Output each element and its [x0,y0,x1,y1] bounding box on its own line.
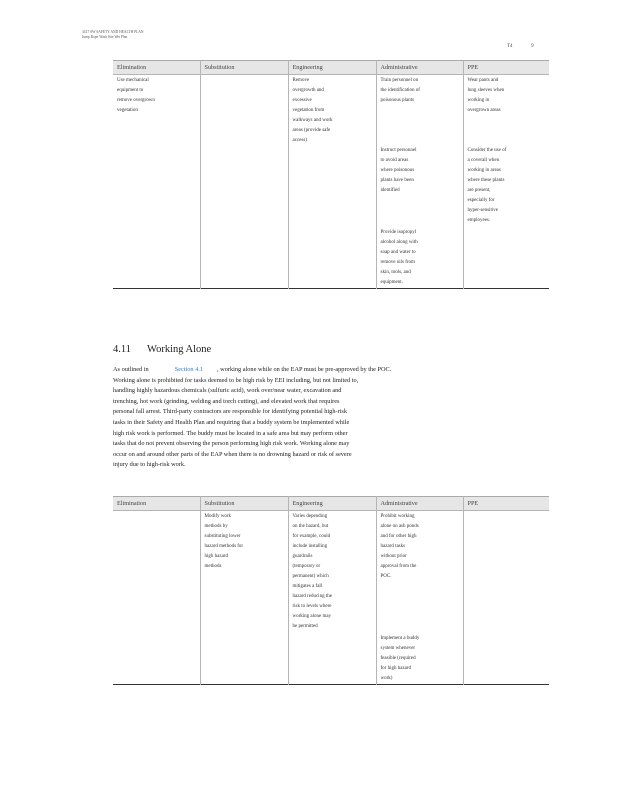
cell-engineering [288,75,376,289]
cell-line: include installing [292,544,328,549]
cell-line: approval from the [380,564,417,569]
cell-line: alcohol along with [380,240,418,245]
section-paragraph [113,365,392,471]
cell-administrative [376,75,463,289]
cell-line: remove overgrown [117,98,155,103]
table-row [113,511,549,685]
cell-administrative [376,511,463,685]
cell-line: Train personnel on [380,78,419,83]
page-num: 9 [531,44,534,49]
hazard-controls-table-2 [113,496,549,685]
cell-line: methods by [204,524,228,529]
table-header-row [113,61,549,75]
cell-line: Modify work [204,514,232,519]
cell-line: POC. [380,574,392,579]
cell-line: a coverall when [467,158,500,163]
cell-line: employees. [467,218,491,223]
cell-ppe [463,75,549,289]
cell-line: working in areas [467,168,501,173]
cell-line: where poisonous [380,168,415,173]
cell-line: Remove [292,78,310,83]
col-administrative: Administrative [376,497,463,511]
col-elimination: Elimination [113,497,200,511]
cell-line: Instruct personnel [380,148,417,153]
page-ref: T4 [507,44,513,49]
paragraph-line: trenching, hot work (grinding, welding and torch cutting), and elevated work that requires [113,397,340,405]
cell-line: Provide isopropyl [380,230,417,235]
paragraph-line: handling highly hazardous chemicals (sulfuric acid), work over/near water, excavation and [113,387,342,395]
cell-line: skin, tools, and [380,270,411,275]
paragraph-line: tasks in their Safety and Health Plan and requiring that a buddy system be implemented while [113,418,350,426]
cell-line: hazard reducing the [292,594,332,599]
cell-line: feasible (required [380,656,416,661]
cell-line: Consider the use of [467,148,507,153]
cell-line: overgrown areas [467,108,501,113]
cell-line: working alone may [292,614,332,619]
cell-line: equipment. [380,280,403,285]
cell-line: (temporary or [292,564,321,569]
para-first-rest: , working alone while on the EAP must be pre-approved by the POC. [217,366,392,373]
cell-line: where these plants [467,178,505,183]
table-row [113,75,549,289]
col-engineering: Engineering [288,61,376,75]
col-ppe: PPE [463,497,549,511]
cell-line: without prior [380,554,407,559]
paragraph-line [113,365,392,376]
cell-line: plants have been [380,178,414,183]
paragraph-line: injury due to high-risk work. [113,461,186,469]
cell-line: walkways and work [292,118,333,123]
paragraph-line: high risk work is performed. The buddy must be located in a safe area but may perform other [113,429,348,437]
section-link[interactable]: Section 4.1 [174,366,204,373]
cell-line: mitigates a fall [292,584,323,589]
cell-line: high hazard [204,554,228,559]
cell-line: methods [204,564,222,569]
paragraph-line: Working alone is prohibited for tasks deemed to be high risk by EEI including, but not limited to, [113,376,359,384]
cell-line: soap and water to [380,250,416,255]
col-administrative: Administrative [376,61,463,75]
section-number: 4.11 [113,344,131,355]
para-start: As outlined in [113,366,149,373]
cell-line: work) [380,676,393,681]
cell-line: excessive [292,98,312,103]
cell-line: Wear pants and [467,78,499,83]
cell-ppe [463,511,549,685]
cell-line: for high hazard [380,666,412,671]
col-elimination: Elimination [113,61,200,75]
cell-line: Use mechanical [117,78,149,83]
col-engineering: Engineering [288,497,376,511]
col-ppe: PPE [463,61,549,75]
cell-line: overgrowth and [292,88,324,93]
cell-line: especially for [467,198,495,203]
cell-line: to avoid areas [380,158,409,163]
cell-line: hyper-sensitive [467,208,498,213]
cell-engineering [288,511,376,685]
cell-line: and for other high [380,534,417,539]
cell-line: Prohibit working [380,514,415,519]
cell-line: Implement a buddy [380,636,420,641]
running-header-line-1: 3417 SW SAFETY AND HEALTH PLAN [82,30,144,34]
cell-substitution [200,75,288,289]
running-header [82,30,143,40]
cell-line: areas (provide safe [292,128,331,133]
cell-line: the identification of [380,88,420,93]
paragraph-line: personal fall arrest. Third-party contractors are responsible for identifying potential high-risk [113,408,348,416]
cell-line: risk to levels where [292,604,332,609]
cell-line: access) [292,138,307,143]
paragraph-line: tasks that do not prevent observing the person performing high risk work. Working alone may [113,440,350,448]
cell-line: substituting lower [204,534,241,539]
col-substitution: Substitution [200,61,288,75]
cell-line: permanent) which [292,574,329,579]
cell-elimination [113,511,200,685]
cell-substitution [200,511,288,685]
cell-line: alone on ash ponds [380,524,419,529]
paragraph-line: occur on and around other parts of the EAP when there is no drowning hazard or risk of severe [113,450,352,458]
hazard-controls-table-1 [113,60,549,289]
cell-line: vegetation [117,108,138,113]
cell-line: remove oils from [380,260,415,265]
cell-line: are present, [467,188,491,193]
cell-line: vegetation from [292,108,325,113]
section-heading [113,344,211,355]
cell-line: guardrails [292,554,313,559]
cell-line: equipment to [117,88,144,93]
table-header-row [113,497,549,511]
page-number [507,44,534,49]
running-header-line-2: Jump Rope Wash Site Wet Plan [82,35,128,39]
cell-line: identified [380,188,400,193]
cell-line: long sleeves when [467,88,505,93]
cell-line: be permitted [292,624,318,629]
cell-line: poisonous plants [380,98,414,103]
cell-line: Varies depending [292,514,328,519]
cell-line: for example, could [292,534,331,539]
cell-line: on the hazard, but [292,524,329,529]
section-title: Working Alone [147,344,212,355]
col-substitution: Substitution [200,497,288,511]
cell-line: system whenever [380,646,416,651]
cell-line: hazard methods for [204,544,244,549]
cell-line: hazard tasks [380,544,406,549]
cell-elimination [113,75,200,289]
cell-line: working in [467,98,490,103]
